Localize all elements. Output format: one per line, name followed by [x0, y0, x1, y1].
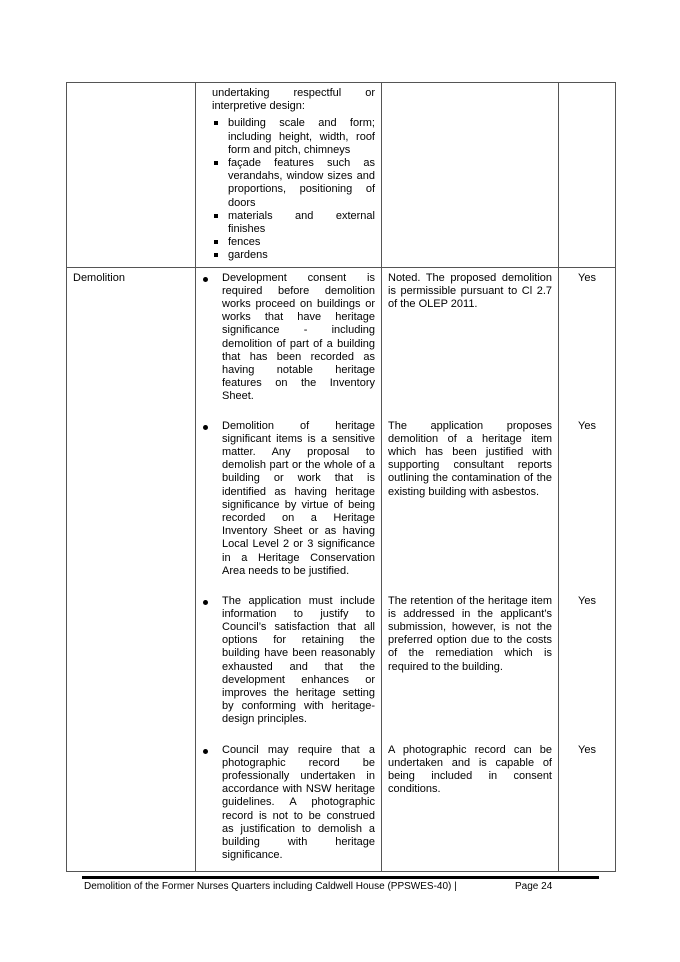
design-elements-list [196, 117, 381, 266]
control-item: Development consent is required before demolition works proceed on buildings or works that have heritage significance - including demolition of part of a building that has been recorded as having notable heritage features on the Inventory Sheet. [196, 268, 381, 416]
complies-value: Yes [578, 594, 596, 607]
control-cell [196, 267, 382, 871]
control-cell [196, 83, 382, 268]
comment-cell-empty [382, 83, 559, 268]
footer-rule [82, 876, 599, 879]
complies-value: Yes [578, 419, 596, 432]
list-item: façade features such as verandahs, window sizes and proportions, positioning of doors [212, 157, 375, 210]
section-heading: Demolition [73, 271, 125, 284]
bullet-icon [203, 600, 208, 605]
complies-cell-empty [559, 83, 616, 268]
square-bullet-icon [214, 161, 218, 165]
square-bullet-icon [214, 121, 218, 125]
table-row-continued [67, 83, 616, 268]
comment-text: The retention of the heritage item is addressed in the applicant’s submission, however, is not the preferred option due to the costs of the remediation which is required to the building. [388, 594, 552, 673]
control-intro: undertaking respectful or interpretive design: [212, 87, 375, 113]
square-bullet-icon [214, 253, 218, 257]
list-item: fences [212, 236, 375, 249]
heading-cell [67, 267, 196, 871]
comment-cell [382, 267, 559, 871]
bullet-icon [203, 425, 208, 430]
square-bullet-icon [214, 214, 218, 218]
footer-document-title: Demolition of the Former Nurses Quarters including Caldwell House (PPSWES-40) | [84, 881, 457, 892]
footer-page-number: Page 24 [515, 881, 553, 892]
heading-cell-empty [67, 83, 196, 268]
complies-value: Yes [578, 271, 596, 284]
complies-cell [559, 267, 616, 871]
control-item: Council may require that a photographic record be professionally undertaken in accordance with NSW heritage guidelines. A photographic record is not to be construed as justification to demolish a building with heritage significance. [196, 740, 381, 871]
control-item: The application must include information to justify to Council’s satisfaction that all options for retaining the building have been reasonably exhausted and that the development enhances or improves the heritage setting by conforming with heritage-design principles. [196, 591, 381, 740]
comment-text: A photographic record can be undertaken and is capable of being included in consent conditions. [388, 743, 552, 796]
comment-text: Noted. The proposed demolition is permissible pursuant to Cl 2.7 of the OLEP 2011. [388, 271, 552, 311]
square-bullet-icon [214, 240, 218, 244]
list-item: gardens [212, 249, 375, 262]
control-item: Demolition of heritage significant items is a sensitive matter. Any proposal to demolish part or the whole of a building or work that is identified as having heritage significance by virtue of being recorded on a Heritage Inventory Sheet or as having Local Level 2 or 3 significance in a Heritage Conservation Area needs to be justified. [196, 416, 381, 591]
bullet-icon [203, 749, 208, 754]
table-row-demolition [67, 267, 616, 871]
complies-value: Yes [578, 743, 596, 756]
list-item: materials and external finishes [212, 210, 375, 236]
comment-text: The application proposes demolition of a heritage item which has been justified with supporting consultant reports outlining the contamination of the existing building with asbestos. [388, 419, 552, 498]
bullet-icon [203, 277, 208, 282]
list-item: building scale and form; including height, width, roof form and pitch, chimneys [212, 117, 375, 157]
compliance-table [66, 82, 616, 872]
